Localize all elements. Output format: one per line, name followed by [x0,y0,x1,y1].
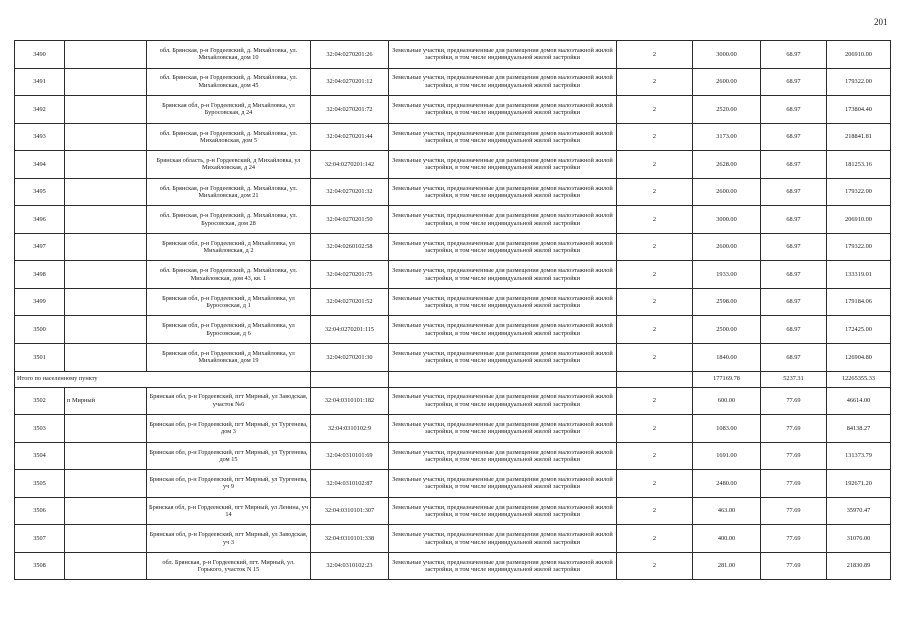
land-use-cell: Земельные участки, предназначенные для размещения домов малоэтажной жилой застройки, в том числе индивидуальной жилой застройки [389,68,617,96]
row-number: 3498 [15,261,65,289]
cadastral-number-cell: 32:04:0260102:58 [311,233,389,261]
locality-cell [65,442,147,470]
area-cell: 3000.00 [693,41,761,69]
row-number: 3501 [15,344,65,372]
address-cell: Брянская обл, р-н Гордеевский, пгт Мирный, ул Заводская, участок №6 [147,387,311,415]
subtotal-rate: 5237.31 [761,371,827,387]
rate-cell: 77.69 [761,497,827,525]
area-cell: 1691.00 [693,442,761,470]
cadastral-number-cell: 32:04:0270201:50 [311,206,389,234]
group-cell: 2 [617,41,693,69]
area-cell: 600.00 [693,387,761,415]
table-row [15,442,891,470]
rate-cell: 77.69 [761,552,827,580]
rate-cell: 77.69 [761,442,827,470]
cadastral-value-cell: 173804.40 [827,96,891,124]
cadastral-value-cell: 181253.16 [827,151,891,179]
locality-cell [65,68,147,96]
address-cell: обл. Брянская, р-н Гордеевский, д. Михайловка, ул. Михайловская, дом 5 [147,123,311,151]
land-use-cell: Земельные участки, предназначенные для размещения домов малоэтажной жилой застройки, в том числе индивидуальной жилой застройки [389,316,617,344]
address-cell: Брянская область, р-н Гордеевский, д Михайловка, ул Михайловская, д 24 [147,151,311,179]
rate-cell: 77.69 [761,415,827,443]
cadastral-value-cell: 172425.00 [827,316,891,344]
table-row [15,206,891,234]
cadastral-number-cell: 32:04:0270201:72 [311,96,389,124]
cadastral-number-cell: 32:04:0270201:44 [311,123,389,151]
table-row [15,387,891,415]
land-use-cell: Земельные участки, предназначенные для размещения домов малоэтажной жилой застройки, в том числе индивидуальной жилой застройки [389,415,617,443]
rate-cell: 68.97 [761,344,827,372]
cadastral-value-cell: 31076.00 [827,525,891,553]
area-cell: 2628.00 [693,151,761,179]
land-use-cell: Земельные участки, предназначенные для размещения домов малоэтажной жилой застройки, в том числе индивидуальной жилой застройки [389,525,617,553]
group-cell: 2 [617,123,693,151]
address-cell: обл. Брянская, р-н Гордеевский, д. Михайловка, ул. Буросовская, дом 28 [147,206,311,234]
subtotal-row [15,371,891,387]
group-cell: 2 [617,288,693,316]
row-number: 3493 [15,123,65,151]
cadastral-value-cell: 179184.06 [827,288,891,316]
cadastral-number-cell: 32:04:0270201:142 [311,151,389,179]
land-use-cell: Земельные участки, предназначенные для размещения домов малоэтажной жилой застройки, в том числе индивидуальной жилой застройки [389,470,617,498]
table-row [15,470,891,498]
address-cell: обл. Брянская, р-н Гордеевский, д. Михайловка, ул. Михайловская, дом 10 [147,41,311,69]
rate-cell: 68.97 [761,206,827,234]
group-cell: 2 [617,206,693,234]
cadastral-value-cell: 133319.01 [827,261,891,289]
cadastral-number-cell: 32:04:0310101:338 [311,525,389,553]
subtotal-empty-cell [389,371,617,387]
cadastral-number-cell: 32:04:0310101:307 [311,497,389,525]
area-cell: 1083.00 [693,415,761,443]
cadastral-number-cell: 32:04:0270201:30 [311,344,389,372]
cadastral-number-cell: 32:04:0270201:32 [311,178,389,206]
cadastral-number-cell: 32:04:0310102:87 [311,470,389,498]
table-row [15,123,891,151]
locality-cell [65,415,147,443]
locality-cell [65,261,147,289]
group-cell: 2 [617,233,693,261]
cadastral-value-cell: 179322.00 [827,178,891,206]
rate-cell: 68.97 [761,261,827,289]
locality-cell [65,344,147,372]
subtotal-label: Итого по населенному пункту [15,371,311,387]
page-number: 201 [874,17,888,27]
cadastral-number-cell: 32:04:0270201:12 [311,68,389,96]
cadastral-number-cell: 32:04:0310101:69 [311,442,389,470]
row-number: 3497 [15,233,65,261]
address-cell: Брянская обл, р-н Гордеевский, д Михайловка, ул Буросовская, д 24 [147,96,311,124]
area-cell: 2520.00 [693,96,761,124]
group-cell: 2 [617,415,693,443]
land-use-cell: Земельные участки, предназначенные для размещения домов малоэтажной жилой застройки, в том числе индивидуальной жилой застройки [389,123,617,151]
row-number: 3490 [15,41,65,69]
table-row [15,261,891,289]
land-use-cell: Земельные участки, предназначенные для размещения домов малоэтажной жилой застройки, в том числе индивидуальной жилой застройки [389,442,617,470]
area-cell: 2600.00 [693,233,761,261]
row-number: 3494 [15,151,65,179]
cadastral-value-cell: 84138.27 [827,415,891,443]
row-number: 3499 [15,288,65,316]
land-use-cell: Земельные участки, предназначенные для размещения домов малоэтажной жилой застройки, в том числе индивидуальной жилой застройки [389,261,617,289]
cadastral-value-cell: 179322.00 [827,233,891,261]
land-use-cell: Земельные участки, предназначенные для размещения домов малоэтажной жилой застройки, в том числе индивидуальной жилой застройки [389,96,617,124]
cadastral-number-cell: 32:04:0270201:26 [311,41,389,69]
rate-cell: 68.97 [761,178,827,206]
group-cell: 2 [617,470,693,498]
area-cell: 463.00 [693,497,761,525]
area-cell: 400.00 [693,525,761,553]
cadastral-number-cell: 32:04:0310102:9 [311,415,389,443]
address-cell: Брянская обл, р-н Гордеевский, пгт Мирный, ул Ленина, уч 14 [147,497,311,525]
address-cell: Брянская обл, р-н Гордеевский, д Михайловка, ул Михайловская, дом 19 [147,344,311,372]
locality-cell [65,178,147,206]
group-cell: 2 [617,96,693,124]
address-cell: Брянская обл, р-н Гордеевский, пгт Мирный, ул Тургенева, уч 9 [147,470,311,498]
cadastral-value-cell: 218841.81 [827,123,891,151]
land-use-cell: Земельные участки, предназначенные для размещения домов малоэтажной жилой застройки, в том числе индивидуальной жилой застройки [389,497,617,525]
area-cell: 2598.00 [693,288,761,316]
group-cell: 2 [617,316,693,344]
row-number: 3500 [15,316,65,344]
cadastral-number-cell: 32:04:0270201:75 [311,261,389,289]
cadastral-value-cell: 206910.00 [827,41,891,69]
row-number: 3503 [15,415,65,443]
land-use-cell: Земельные участки, предназначенные для размещения домов малоэтажной жилой застройки, в том числе индивидуальной жилой застройки [389,178,617,206]
area-cell: 1840.00 [693,344,761,372]
cadastral-value-cell: 192671.20 [827,470,891,498]
group-cell: 2 [617,525,693,553]
locality-cell: п Мирный [65,387,147,415]
address-cell: обл. Брянская, р-н Гордеевский, д. Михайловка, ул. Михайловская, дом 43, кв. 1 [147,261,311,289]
table-row [15,233,891,261]
land-use-cell: Земельные участки, предназначенные для размещения домов малоэтажной жилой застройки, в том числе индивидуальной жилой застройки [389,288,617,316]
cadastral-value-cell: 21830.89 [827,552,891,580]
row-number: 3504 [15,442,65,470]
rate-cell: 68.97 [761,123,827,151]
land-register-table [14,40,891,580]
address-cell: Брянская обл, р-н Гордеевский, д Михайловка, ул Буросовская, д 6 [147,316,311,344]
land-use-cell: Земельные участки, предназначенные для размещения домов малоэтажной жилой застройки, в том числе индивидуальной жилой застройки [389,41,617,69]
cadastral-value-cell: 126904.80 [827,344,891,372]
area-cell: 1933.00 [693,261,761,289]
table-row [15,344,891,372]
area-cell: 281.00 [693,552,761,580]
group-cell: 2 [617,442,693,470]
table-row [15,497,891,525]
cadastral-value-cell: 179322.00 [827,68,891,96]
cadastral-number-cell: 32:04:0310101:182 [311,387,389,415]
group-cell: 2 [617,151,693,179]
rate-cell: 77.69 [761,470,827,498]
table-row [15,178,891,206]
address-cell: обл. Брянская, р-н Гордеевский, д. Михайловка, ул. Михайловская, дом 45 [147,68,311,96]
address-cell: обл. Брянская, р-н Гордеевский, пгт. Мирный, ул. Горького, участок N 15 [147,552,311,580]
land-use-cell: Земельные участки, предназначенные для размещения домов малоэтажной жилой застройки, в том числе индивидуальной жилой застройки [389,206,617,234]
address-cell: Брянская обл, р-н Гордеевский, пгт Мирный, ул Заводская, уч 3 [147,525,311,553]
locality-cell [65,525,147,553]
rate-cell: 68.97 [761,316,827,344]
group-cell: 2 [617,387,693,415]
area-cell: 2480.00 [693,470,761,498]
cadastral-value-cell: 46614.00 [827,387,891,415]
land-use-cell: Земельные участки, предназначенные для размещения домов малоэтажной жилой застройки, в том числе индивидуальной жилой застройки [389,552,617,580]
row-number: 3506 [15,497,65,525]
table-row [15,96,891,124]
table-row [15,68,891,96]
row-number: 3495 [15,178,65,206]
table-row [15,552,891,580]
subtotal-value: 12265355.33 [827,371,891,387]
area-cell: 2600.00 [693,178,761,206]
row-number: 3502 [15,387,65,415]
land-use-cell: Земельные участки, предназначенные для размещения домов малоэтажной жилой застройки, в том числе индивидуальной жилой застройки [389,387,617,415]
row-number: 3508 [15,552,65,580]
area-cell: 3173.00 [693,123,761,151]
locality-cell [65,470,147,498]
table-row [15,41,891,69]
locality-cell [65,206,147,234]
row-number: 3505 [15,470,65,498]
table-row [15,316,891,344]
land-use-cell: Земельные участки, предназначенные для размещения домов малоэтажной жилой застройки, в том числе индивидуальной жилой застройки [389,151,617,179]
locality-cell [65,497,147,525]
area-cell: 3000.00 [693,206,761,234]
address-cell: обл. Брянская, р-н Гордеевский, д. Михайловка, ул. Михайловская, дом 21 [147,178,311,206]
group-cell: 2 [617,261,693,289]
locality-cell [65,96,147,124]
rate-cell: 68.97 [761,288,827,316]
locality-cell [65,316,147,344]
rate-cell: 68.97 [761,96,827,124]
group-cell: 2 [617,344,693,372]
locality-cell [65,151,147,179]
area-cell: 2600.00 [693,68,761,96]
locality-cell [65,41,147,69]
locality-cell [65,123,147,151]
group-cell: 2 [617,178,693,206]
subtotal-empty-cell [617,371,693,387]
locality-cell [65,288,147,316]
subtotal-area: 177169.78 [693,371,761,387]
cadastral-value-cell: 206910.00 [827,206,891,234]
land-use-cell: Земельные участки, предназначенные для размещения домов малоэтажной жилой застройки, в том числе индивидуальной жилой застройки [389,344,617,372]
group-cell: 2 [617,552,693,580]
address-cell: Брянская обл, р-н Гордеевский, д Михайловка, ул Михайловская, д 2 [147,233,311,261]
rate-cell: 68.97 [761,151,827,179]
locality-cell [65,233,147,261]
locality-cell [65,552,147,580]
rate-cell: 68.97 [761,233,827,261]
cadastral-number-cell: 32:04:0270201:52 [311,288,389,316]
land-use-cell: Земельные участки, предназначенные для размещения домов малоэтажной жилой застройки, в том числе индивидуальной жилой застройки [389,233,617,261]
subtotal-empty-cell [311,371,389,387]
row-number: 3507 [15,525,65,553]
cadastral-number-cell: 32:04:0310102:23 [311,552,389,580]
address-cell: Брянская обл, р-н Гордеевский, пгт Мирный, ул Тургенева, дом 3 [147,415,311,443]
rate-cell: 77.69 [761,387,827,415]
address-cell: Брянская обл, р-н Гордеевский, пгт Мирный, ул Тургенева, дом 15 [147,442,311,470]
group-cell: 2 [617,497,693,525]
rate-cell: 68.97 [761,68,827,96]
cadastral-number-cell: 32:04:0270201:115 [311,316,389,344]
table-row [15,415,891,443]
row-number: 3492 [15,96,65,124]
group-cell: 2 [617,68,693,96]
row-number: 3496 [15,206,65,234]
address-cell: Брянская обл, р-н Гордеевский, д Михайловка, ул Буросовская, д 1 [147,288,311,316]
cadastral-value-cell: 35970.47 [827,497,891,525]
rate-cell: 77.69 [761,525,827,553]
rate-cell: 68.97 [761,41,827,69]
cadastral-value-cell: 131373.79 [827,442,891,470]
table-row [15,288,891,316]
row-number: 3491 [15,68,65,96]
area-cell: 2500.00 [693,316,761,344]
table-row [15,151,891,179]
table-row [15,525,891,553]
